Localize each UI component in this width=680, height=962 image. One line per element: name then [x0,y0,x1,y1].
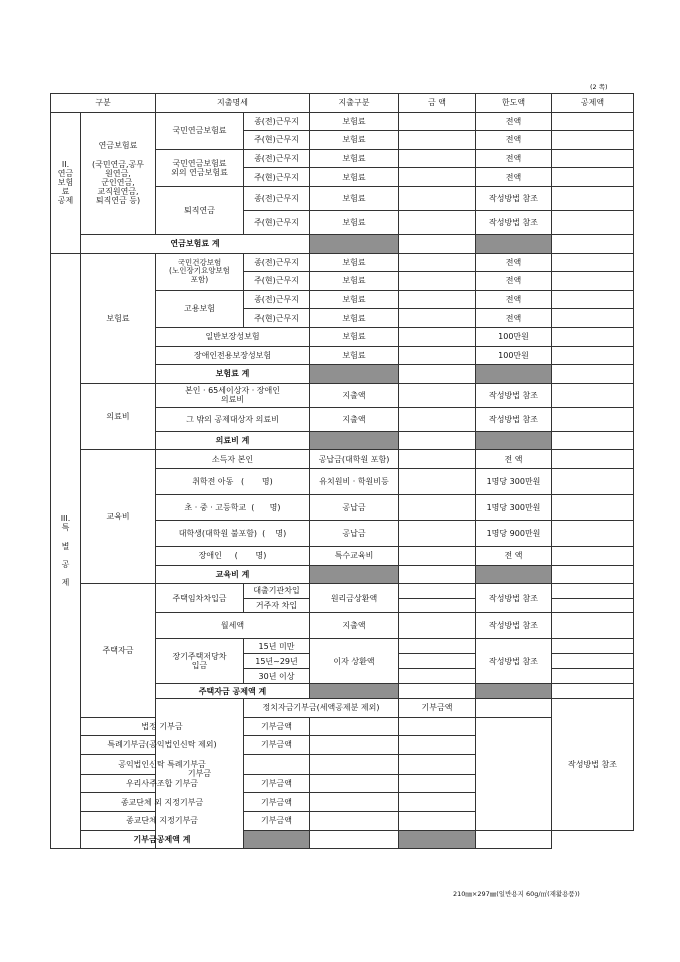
amount-field[interactable] [399,168,476,187]
education-preschool-label: 취학전 아동 ( 명) [156,468,310,494]
deduction-field[interactable] [552,684,634,699]
header-expense-type: 지출구분 [310,94,399,113]
amount-field[interactable] [310,793,399,812]
deduction-field[interactable] [552,383,634,407]
limit-value: 100만원 [476,346,552,365]
15-29-label: 15년~29년 [244,654,310,669]
gray-cell [310,234,399,253]
limit-value: 전액 [476,272,552,291]
deduction-field[interactable] [552,290,634,309]
special-donation-label: 특례기부금(공익법인신탁 제외) [81,736,244,755]
prev-employer-label: 종(전)근무지 [244,290,310,309]
deduction-field[interactable] [552,654,634,669]
expense-type: 보험료 [310,253,399,272]
amount-field[interactable] [399,309,476,328]
gray-cell [310,365,399,384]
medical-total-label: 의료비 계 [156,431,310,450]
amount-field[interactable] [399,669,476,684]
deduction-field[interactable] [552,613,634,639]
limit-value: 작성방법 참조 [552,699,634,831]
expense-type: 보험료 [310,309,399,328]
header-limit: 한도액 [476,94,552,113]
curr-employer-label: 주(현)근무지 [244,272,310,291]
expense-type: 유치원비 · 학원비등 [310,468,399,494]
curr-employer-label: 주(현)근무지 [244,210,310,234]
deduction-field[interactable] [552,272,634,291]
expense-type: 이자 상환액 [310,639,399,684]
limit-value: 전액 [476,112,552,131]
expense-type: 특수교육비 [310,546,399,565]
expense-type: 지출액 [310,383,399,407]
deduction-field[interactable] [399,717,476,736]
amount-field[interactable] [399,365,476,384]
header-row [51,94,634,113]
deduction-field[interactable] [552,494,634,520]
housing-group-label: 주택자금 [81,584,156,718]
prev-employer-label: 종(전)근무지 [244,253,310,272]
header-category: 구분 [51,94,156,113]
gray-cell [310,684,399,699]
limit-value: 전액 [476,131,552,150]
deduction-field[interactable] [552,365,634,384]
expense-type: 보험료 [310,112,399,131]
amount-field[interactable] [399,565,476,584]
expense-type: 보험료 [310,346,399,365]
section-2-label: II. 연금 보험 료 공제 [51,112,81,253]
curr-employer-label: 주(현)근무지 [244,131,310,150]
amount-field[interactable] [399,584,476,599]
amount-field[interactable] [399,431,476,450]
amount-field[interactable] [310,774,399,793]
deduction-field[interactable] [552,168,634,187]
gray-cell [476,365,552,384]
prev-employer-label: 종(전)근무지 [244,149,310,168]
limit-value: 전액 [476,309,552,328]
limit-value: 전액 [476,290,552,309]
monthly-rent-label: 월세액 [156,613,310,639]
amount-field[interactable] [399,346,476,365]
limit-value: 전 액 [476,450,552,469]
limit-value: 전 액 [476,546,552,565]
header-amount: 금 액 [399,94,476,113]
amount-field[interactable] [310,830,399,849]
amount-field[interactable] [399,468,476,494]
expense-type: 보험료 [310,210,399,234]
amount-field[interactable] [399,494,476,520]
expense-type: 보험료 [310,327,399,346]
pension-group-label: 연금보험료 (국민연금,공무 원연금, 군인연금, 교직원연금, 퇴직연금 등) [81,112,156,234]
expense-type: 공납금 [310,520,399,546]
amount-field[interactable] [399,234,476,253]
deduction-field[interactable] [552,450,634,469]
expense-type: 원리금상환액 [310,584,399,613]
prev-employer-label: 종(전)근무지 [244,112,310,131]
amount-field[interactable] [476,699,552,718]
expense-type: 기부금액 [244,812,310,831]
expense-type: 지출액 [310,613,399,639]
amount-field[interactable] [399,131,476,150]
donation-total-label: 기부금공제액 계 [81,830,244,849]
expense-type [244,754,310,774]
limit-value: 전액 [476,149,552,168]
statutory-donation-label: 법정 기부금 [81,717,244,736]
gray-cell [476,234,552,253]
deduction-field[interactable] [552,520,634,546]
donation-group-label: 기부금 [156,699,244,849]
gray-cell [476,684,552,699]
amount-field[interactable] [310,717,399,736]
deduction-field[interactable] [552,253,634,272]
deduction-field[interactable] [552,639,634,654]
gray-cell [399,830,476,849]
pension-total-label: 연금보험료 계 [81,234,310,253]
paper-spec-footer: 210㎜×297㎜(일반용지 60g/㎡(재활용품)) [453,890,580,898]
amount-field[interactable] [399,112,476,131]
medical-self-elderly-label: 본인 · 65세이상자 · 장애인 의료비 [156,383,310,407]
religious-donation-label: 종교단체 지정기부금 [81,812,244,831]
limit-value: 전액 [476,168,552,187]
deduction-field[interactable] [552,546,634,565]
housing-total-label: 주택자금 공제액 계 [156,684,310,699]
education-school-label: 초 · 중 · 고등학교 ( 명) [156,494,310,520]
deduction-field[interactable] [552,112,634,131]
deduction-form-table [50,93,634,849]
curr-employer-label: 주(현)근무지 [244,168,310,187]
union-donation-label: 우리사주조합 기부금 [81,774,244,793]
amount-field[interactable] [399,186,476,210]
political-donation-label: 정치자금기부금(세액공제분 제외) [244,699,399,718]
education-university-label: 대학생(대학원 불포함) ( 명) [156,520,310,546]
amount-field[interactable] [399,407,476,431]
deduction-field[interactable] [552,327,634,346]
health-insurance-label: 국민건강보험 (노인장기요양보험 포함) [156,253,244,290]
amount-field[interactable] [399,639,476,654]
expense-type: 기부금액 [244,793,310,812]
deduction-field[interactable] [552,584,634,599]
deduction-field[interactable] [552,186,634,210]
header-deduction: 공제액 [552,94,634,113]
section-3-label: III. 특 별 공 제 [51,253,81,849]
deduction-field[interactable] [399,774,476,793]
expense-type: 공납금 [310,494,399,520]
amount-field[interactable] [399,327,476,346]
limit-value: 작성방법 참조 [476,584,552,613]
amount-field[interactable] [399,149,476,168]
expense-type: 보험료 [310,149,399,168]
amount-field[interactable] [310,812,399,831]
expense-type: 기부금액 [244,774,310,793]
deduction-field[interactable] [399,793,476,812]
header-detail: 지출명세 [156,94,310,113]
amount-field[interactable] [399,290,476,309]
expense-type: 보험료 [310,168,399,187]
expense-type: 보험료 [310,272,399,291]
amount-field[interactable] [399,210,476,234]
gray-cell [476,431,552,450]
insurance-group-label: 보험료 [81,253,156,383]
limit-value: 작성방법 참조 [476,407,552,431]
gray-cell [310,431,399,450]
medical-others-label: 그 밖의 공제대상자 의료비 [156,407,310,431]
amount-field[interactable] [310,736,399,755]
curr-employer-label: 주(현)근무지 [244,309,310,328]
expense-type: 보험료 [310,131,399,150]
amount-field[interactable] [399,450,476,469]
education-total-label: 교육비 계 [156,565,310,584]
gray-cell [244,830,310,849]
deduction-field[interactable] [552,210,634,234]
deduction-field[interactable] [552,598,634,613]
deduction-field[interactable] [399,736,476,755]
expense-type: 지출액 [310,407,399,431]
limit-value: 100만원 [476,327,552,346]
amount-field[interactable] [399,520,476,546]
mortgage-label: 장기주택저당차 입금 [156,639,244,684]
amount-field[interactable] [399,546,476,565]
deduction-field[interactable] [476,830,552,849]
deduction-field[interactable] [552,407,634,431]
gray-cell [476,565,552,584]
from-resident-label: 거주자 차입 [244,598,310,613]
expense-type: 보험료 [310,290,399,309]
deduction-field[interactable] [552,669,634,684]
limit-value: 1명당 900만원 [476,520,552,546]
education-group-label: 교육비 [81,450,156,584]
from-institution-label: 대출기관차입 [244,584,310,599]
deduction-field[interactable] [552,468,634,494]
over-30-label: 30년 이상 [244,669,310,684]
deduction-field[interactable] [552,565,634,584]
limit-value: 1명당 300만원 [476,494,552,520]
medical-group-label: 의료비 [81,383,156,450]
deduction-field[interactable] [552,431,634,450]
public-trust-donation-label: 공익법인신탁 특례기부금 [81,754,244,774]
limit-value: 1명당 300만원 [476,468,552,494]
lease-loan-label: 주택임차차입금 [156,584,244,613]
amount-field[interactable] [399,598,476,613]
amount-field[interactable] [310,754,399,774]
deduction-field[interactable] [552,131,634,150]
amount-field[interactable] [399,684,476,699]
amount-field[interactable] [399,613,476,639]
limit-value: 작성방법 참조 [476,210,552,234]
expense-type: 기부금액 [399,699,476,718]
retirement-pension-label: 퇴직연금 [156,186,244,234]
insurance-total-label: 보험료 계 [156,365,310,384]
deduction-field[interactable] [552,149,634,168]
national-pension-label: 국민연금보험료 [156,112,244,149]
expense-type: 기부금액 [244,717,310,736]
disabled-insurance-label: 장애인전용보장성보험 [156,346,310,365]
other-pension-label: 국민연금보험료 외의 연금보험료 [156,149,244,186]
gray-cell [310,565,399,584]
limit-value: 작성방법 참조 [476,613,552,639]
non-religious-donation-label: 종교단체 외 지정기부금 [81,793,244,812]
deduction-field[interactable] [552,309,634,328]
expense-type: 보험료 [310,186,399,210]
education-self-label: 소득자 본인 [156,450,310,469]
amount-field[interactable] [399,272,476,291]
limit-value: 작성방법 참조 [476,639,552,684]
prev-employer-label: 종(전)근무지 [244,186,310,210]
deduction-field[interactable] [552,234,634,253]
expense-type: 공납금(대학원 포함) [310,450,399,469]
under-15-label: 15년 미만 [244,639,310,654]
page-number: (2 쪽) [590,83,608,91]
amount-field[interactable] [399,654,476,669]
deduction-field[interactable] [399,754,476,774]
amount-field[interactable] [399,383,476,407]
education-disabled-label: 장애인 ( 명) [156,546,310,565]
limit-value: 작성방법 참조 [476,186,552,210]
deduction-field[interactable] [552,346,634,365]
general-insurance-label: 일반보장성보험 [156,327,310,346]
limit-value: 작성방법 참조 [476,383,552,407]
deduction-field[interactable] [399,812,476,831]
limit-value: 전액 [476,253,552,272]
expense-type: 기부금액 [244,736,310,755]
amount-field[interactable] [399,253,476,272]
employment-insurance-label: 고용보험 [156,290,244,327]
